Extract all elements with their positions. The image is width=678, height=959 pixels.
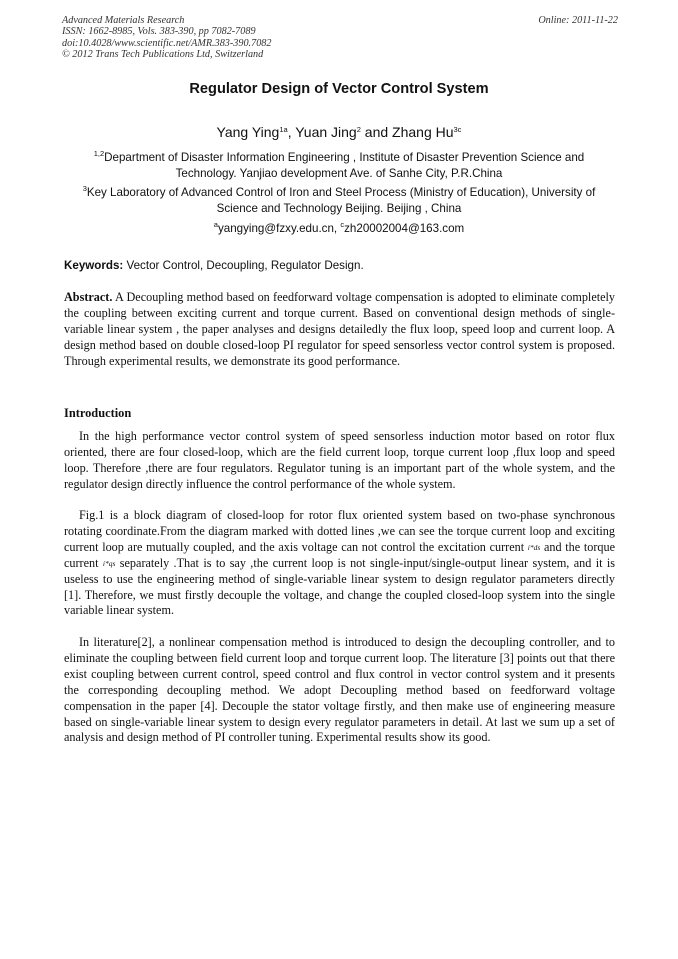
- issn-line: ISSN: 1662-8985, Vols. 383-390, pp 7082-7089: [62, 26, 256, 38]
- copyright-line: © 2012 Trans Tech Publications Ltd, Switzerland: [62, 49, 264, 61]
- abstract: [64, 290, 615, 370]
- intro-paragraph-1: In the high performance vector control system of speed sensorless induction motor based on rotor flux oriented, there are four closed-loop, which are the field current loop, torque current loop ,flux loop and speed loop. Therefore ,there are four regulators. Regulator tuning is an important part of the whole system, and the regulator design directly influence the control performance of the whole system.: [64, 429, 615, 491]
- journal-name: Advanced Materials Research: [62, 15, 185, 26]
- email-line: $^a$yangying@fzxy.edu.cn, $^c$zh20002004@163.com: [213, 220, 465, 235]
- section-heading-introduction: Introduction: [64, 406, 132, 420]
- affiliation-2: [62, 185, 616, 217]
- author-name: Yuan Jing: [295, 124, 357, 140]
- email-sup: c: [340, 220, 345, 229]
- author-name: Yang Ying: [216, 124, 280, 140]
- intro-paragraph-2: Fig.1 is a block diagram of closed-loop for rotor flux oriented system based on two-phase synchronous rotating coordinate.From the diagram marked with dotted lines ,we can see the torque current loop and exciting current loop are mutually coupled, and the axis voltage can not control the excitation current i*ds and the torque current i*qs separately .That is to say ,the current loop is not single-input/single-output linear system, and it is useless to use the engineering method of single-variable linear system to design regulator parameters directly [1]. Therefore, we must firstly decouple the voltage, and change the coupled closed-loop system into the single variable linear system.: [64, 508, 615, 618]
- abstract-text: A Decoupling method based on feedforward voltage compensation is adopted to eliminate completely the coupling between exciting current and torque current. Based on conventional design methods of single-variable linear system , the paper analyses and designs detailedly the flux loop, speed loop and current loop. A design method based on double closed-loop PI regulator for speed sensorless vector control system is proposed. Through experimental results, we demonstrate its good performance.: [64, 290, 615, 368]
- email-address: zh20002004@163.com: [344, 222, 465, 235]
- keywords-text: Vector Control, Decoupling, Regulator Design.: [126, 259, 364, 272]
- online-date: Online: 2011-11-22: [538, 15, 618, 26]
- affiliation-text: Department of Disaster Information Engineering , Institute of Disaster Prevention Science and Technology. Yanjiao development Ave. of Sanhe City, P.R.China: [104, 151, 585, 180]
- journal-header: [62, 15, 618, 61]
- author-sup: 3c: [453, 125, 462, 134]
- author-sup: 2: [356, 125, 361, 134]
- keywords: [64, 259, 618, 272]
- doi-line: doi:10.4028/www.scientific.net/AMR.383-390.7082: [62, 37, 272, 49]
- symbol-ids: i*ds: [527, 542, 541, 552]
- email-sup: a: [213, 220, 218, 229]
- author-name: Zhang Hu: [392, 124, 454, 140]
- keywords-label: Keywords:: [64, 259, 124, 272]
- affiliation-sup: 3: [82, 184, 87, 193]
- author-list: Yang Ying$^{1a}$, Yuan Jing$^2$ and Zhang $Hu^{3c}$: [216, 124, 462, 140]
- affiliation-sup: 1,2: [93, 149, 105, 158]
- affiliation-text: Key Laboratory of Advanced Control of Iron and Steel Process (Ministry of Education), University of Science and Technology Beijing. Beijing , China: [86, 186, 596, 215]
- affiliation-1: [62, 150, 616, 182]
- symbol-iqs: i*qs: [102, 558, 116, 568]
- paper-title: Regulator Design of Vector Control System: [189, 81, 489, 97]
- email-address: yangying@fzxy.edu.cn: [217, 222, 334, 235]
- intro-paragraph-3: In literature[2], a nonlinear compensation method is introduced to design the decoupling controller, and to eliminate the coupling between field current loop and torque current loop. The literature [3] points out that there exist coupling between current control, speed control and flux control in vector control system and it presents the corresponding decoupling method. We adopt Decoupling method based on feedforward voltage compensation in the paper [4]. Decouple the stator voltage firstly, and then make use of engineering measure based on single-variable linear system to design every regulator parameters in detail. At last we sum up a set of analysis and design method of PI controller tuning. Experimental results show its good.: [64, 635, 615, 745]
- author-sup: 1a: [279, 125, 288, 134]
- abstract-label: Abstract.: [64, 290, 113, 304]
